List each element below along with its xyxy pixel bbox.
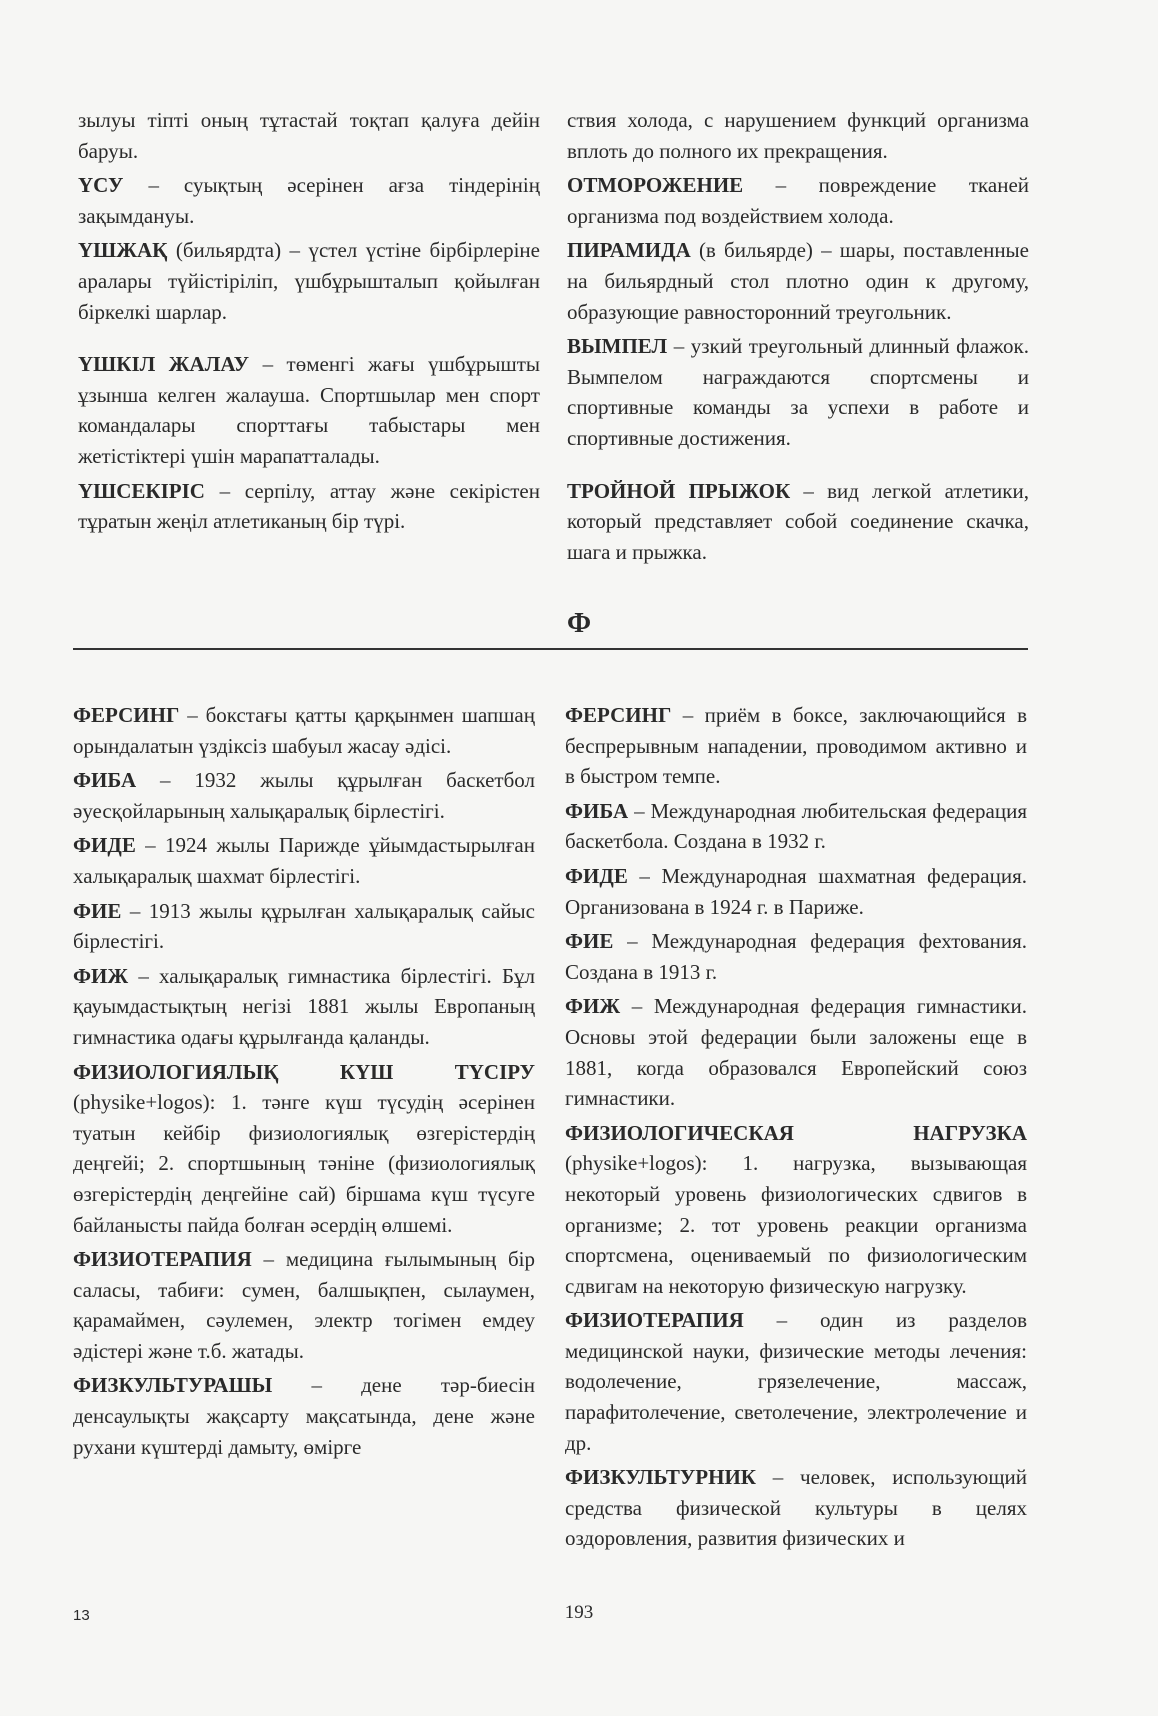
entry: ФИЕ – 1913 жылы құрылған халықаралық сайыс бірлестігі. (73, 898, 535, 954)
top-right-column (567, 105, 1029, 571)
bottom-right-column (565, 700, 1027, 1558)
entry: ФИЕ – Международная федерация фехтования. Создана в 1913 г. (565, 929, 1027, 984)
entry: ФИЗКУЛЬТУРНИК – человек, использующий средства физической культуры в целях оздоровления, развития физических и (565, 1465, 1027, 1551)
entry: зылуы тіпті оның тұтастай тоқтап қалуға дейін баруы. (78, 108, 540, 163)
entry: ФЕРСИНГ – приём в боксе, заключающийся в беспрерывным нападении, проводимом активно и в быстром темпе. (565, 703, 1027, 789)
entry: ФИЗИОТЕРАПИЯ – медицина ғылымының бір саласы, табиғи: сумен, балшықпен, сылаумен, қарамаймен, сәулемен, электр тогімен емдеу әдістері және т.б. жатады. (73, 1247, 535, 1363)
entry: ФИЗИОЛОГИЧЕСКАЯ НАГРУЗКА (physike+logos): 1. нагрузка, вызывающая некоторый уровень физиологических сдвигов в организме; 2. тот уровень реакции организма спортсмена, оцениваемый по физиологическим сдвигам на некоторую физическую нагрузку. (565, 1120, 1027, 1298)
section-letter: Ф (566, 608, 592, 639)
entry: ФИБА – 1932 жылы құрылған баскетбол әуесқойларының халықаралық бірлестігі. (73, 768, 535, 823)
entry: ФИЗИОЛОГИЯЛЫҚ КҮШ ТҮСІРУ (physike+logos): 1. тәнге күш түсудің әсерінен туатын кейбір физиологиялық өзгерістердің деңгейі; 2. спортшының тәніне (физиологиялық өзгерістердің деңгейіне сай) біршама күш түсуге байланысты пайда болған әсердің өлшемі. (73, 1059, 535, 1237)
entry: ПИРАМИДА (в бильярде) – шары, поставленные на бильярдный стол плотно один к другому, образующие равносторонний треугольник. (567, 238, 1029, 324)
entry: ФИДЕ – Международная шахматная федерация. Организована в 1924 г. в Париже. (565, 863, 1027, 919)
entry: ФИЖ – халықаралық гимнастика бірлестігі. Бұл қауымдастықтың негізі 1881 жылы Европаның гимнастика одағы құрылғанда қаланды. (73, 963, 535, 1049)
page-number: 193 (564, 1602, 594, 1623)
entry: ФИЗКУЛЬТУРАШЫ – дене тәр-биесін денсаулықты жақсарту мақсатында, дене және рухани күштерді дамыту, өмірге (73, 1373, 535, 1459)
printer-signature: 13 (73, 1607, 90, 1624)
top-left-column (78, 105, 540, 541)
entry: ВЫМПЕЛ – узкий треугольный длинный флажок. Вымпелом награждаются спортсмены и спортивные команды за успехи в работе и спортивные достижения. (567, 334, 1029, 450)
entry: ствия холода, с нарушением функций организма вплоть до полного их прекращения. (567, 108, 1029, 163)
entry: ҮШЖАҚ (бильярдта) – үстел үстіне бірбірлеріне аралары түйістіріліп, үшбұрышталып қойылған біркелкі шарлар. (78, 238, 540, 324)
entry: ФЕРСИНГ – бокстағы қатты қарқынмен шапшаң орындалатын үздіксіз шабуыл жасау әдісі. (73, 703, 535, 758)
entry: ФИЗИОТЕРАПИЯ – один из разделов медицинской науки, физические методы лечения: водолечение, грязелечение, массаж, парафитолечение, светолечение, электролечение и др. (565, 1308, 1027, 1455)
entry: ҮСУ – суықтың әсерінен ағза тіндерінің зақымдануы. (78, 173, 540, 228)
entry: ҮШКІЛ ЖАЛАУ – төменгі жағы үшбұрышты ұзынша келген жалауша. Спортшылар мен спорт командалары спорттағы табыстары мен жетістіктері үшін марапатталады. (78, 352, 540, 468)
entry: ФИБА – Международная любительская федерация баскетбола. Создана в 1932 г. (565, 798, 1027, 854)
section-divider (73, 648, 1028, 650)
entry: ФИЖ – Международная федерация гимнастики. Основы этой федерации были заложены еще в 1881, когда образовался Европейский союз гимнастики. (565, 994, 1027, 1111)
entry: ҮШСЕКІРІС – серпілу, аттау және секірістен тұратын жеңіл атлетиканың бір түрі. (78, 478, 540, 534)
entry: ФИДЕ – 1924 жылы Парижде ұйымдастырылған халықаралық шахмат бірлестігі. (73, 833, 535, 888)
entry: ТРОЙНОЙ ПРЫЖОК – вид легкой атлетики, который представляет собой соединение скачка, шага и прыжка. (567, 478, 1029, 564)
bottom-left-column (73, 700, 535, 1466)
entry: ОТМОРОЖЕНИЕ – повреждение тканей организма под воздействием холода. (567, 173, 1029, 228)
